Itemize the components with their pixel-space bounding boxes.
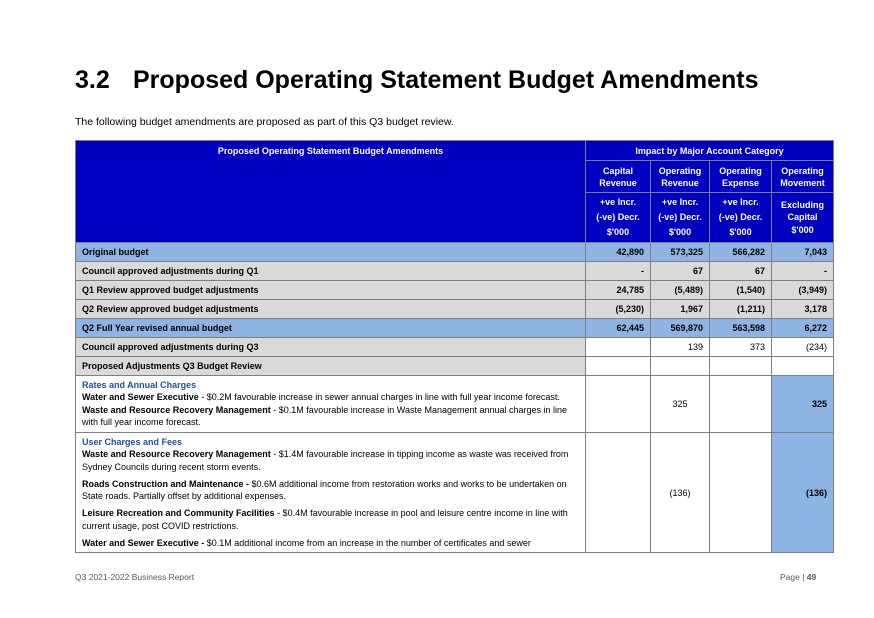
row-q2-full-year [76,319,834,338]
cell-value: 325 [651,376,710,433]
cell-value: 325 [772,376,834,433]
row-label: Proposed Adjustments Q3 Budget Review [76,357,586,376]
user-charges-item-3: Leisure Recreation and Community Facilities - $0.4M favourable increase in pool and leisure centre income in line with current usage, post COVID restrictions. [82,508,568,531]
col-operating-expense-units: +ve Incr. (-ve) Decr. $'000 [710,193,772,243]
cell-value: 1,967 [651,300,710,319]
rates-heading: Rates and Annual Charges [82,380,197,390]
row-label: Council approved adjustments during Q1 [76,262,586,281]
col-operating-movement-units: Excluding Capital $'000 [772,193,834,243]
cell-value: 42,890 [586,243,651,262]
row-user-charges-fees [76,433,834,553]
cell-value [586,433,651,553]
header-left: Proposed Operating Statement Budget Amendments [76,141,586,243]
row-q1-review [76,281,834,300]
cell-value: (5,489) [651,281,710,300]
cell-value: (1,540) [710,281,772,300]
row-label: Q1 Review approved budget adjustments [76,281,586,300]
row-proposed-adjustments [76,357,834,376]
footer-page: Page | 49 [780,572,817,582]
cell-value: 373 [710,338,772,357]
rates-description [76,376,586,433]
cell-value: (234) [772,338,834,357]
row-council-q3 [76,338,834,357]
cell-value [710,376,772,433]
user-charges-heading: User Charges and Fees [82,437,183,447]
row-label: Council approved adjustments during Q3 [76,338,586,357]
user-charges-description [76,433,586,553]
cell-value: (1,211) [710,300,772,319]
page-title [75,66,759,95]
cell-value: (3,949) [772,281,834,300]
cell-value: (136) [772,433,834,553]
col-operating-revenue: Operating Revenue [651,161,710,193]
row-rates-annual-charges [76,376,834,433]
section-number: 3.2 [75,66,110,94]
col-operating-revenue-units: +ve Incr. (-ve) Decr. $'000 [651,193,710,243]
row-label: Q2 Review approved budget adjustments [76,300,586,319]
rates-item-1: Water and Sewer Executive - $0.2M favourable increase in sewer annual charges in line with full year income forecast. [82,392,560,403]
row-label: Q2 Full Year revised annual budget [76,319,586,338]
cell-value [586,338,651,357]
cell-value [586,376,651,433]
cell-value: 563,598 [710,319,772,338]
col-operating-movement: Operating Movement [772,161,834,193]
budget-amendments-table [75,140,834,553]
cell-value: 569,870 [651,319,710,338]
cell-value: - [586,262,651,281]
cell-value: 3,178 [772,300,834,319]
row-original-budget [76,243,834,262]
footer-report-name: Q3 2021-2022 Business Report [75,572,195,582]
cell-value: (5,230) [586,300,651,319]
rates-item-2: Waste and Resource Recovery Management - $0.1M favourable increase in Waste Management annual charges in line with full year income forecast. [82,404,568,427]
cell-value: 6,272 [772,319,834,338]
cell-value: 7,043 [772,243,834,262]
cell-value: 62,445 [586,319,651,338]
user-charges-item-2: Roads Construction and Maintenance - $0.6M additional income from restoration works and works to be undertaken on State roads. Partially offset by additional expenses. [82,478,567,502]
user-charges-item-4: Water and Sewer Executive - $0.1M additional income from an increase in the number of certificates and sewer [82,538,531,549]
row-label: Original budget [76,243,586,262]
row-q2-review [76,300,834,319]
cell-value: 67 [710,262,772,281]
section-title: Proposed Operating Statement Budget Amendments [133,66,759,94]
cell-value [710,433,772,553]
intro-text: The following budget amendments are proposed as part of this Q3 budget review. [75,116,454,128]
cell-value: 139 [651,338,710,357]
row-council-q1 [76,262,834,281]
user-charges-item-1: Waste and Resource Recovery Management - $1.4M favourable increase in tipping income as waste was received from Sydney Councils during recent storm events. [82,449,569,472]
header-group: Impact by Major Account Category [586,141,834,161]
cell-value: - [772,262,834,281]
cell-value: (136) [651,433,710,553]
header-row-1 [76,141,834,161]
cell-value: 24,785 [586,281,651,300]
col-operating-expense: Operating Expense [710,161,772,193]
col-capital-revenue: Capital Revenue [586,161,651,193]
cell-value: 573,325 [651,243,710,262]
cell-value: 566,282 [710,243,772,262]
cell-value: 67 [651,262,710,281]
col-capital-revenue-units: +ve Incr. (-ve) Decr. $'000 [586,193,651,243]
